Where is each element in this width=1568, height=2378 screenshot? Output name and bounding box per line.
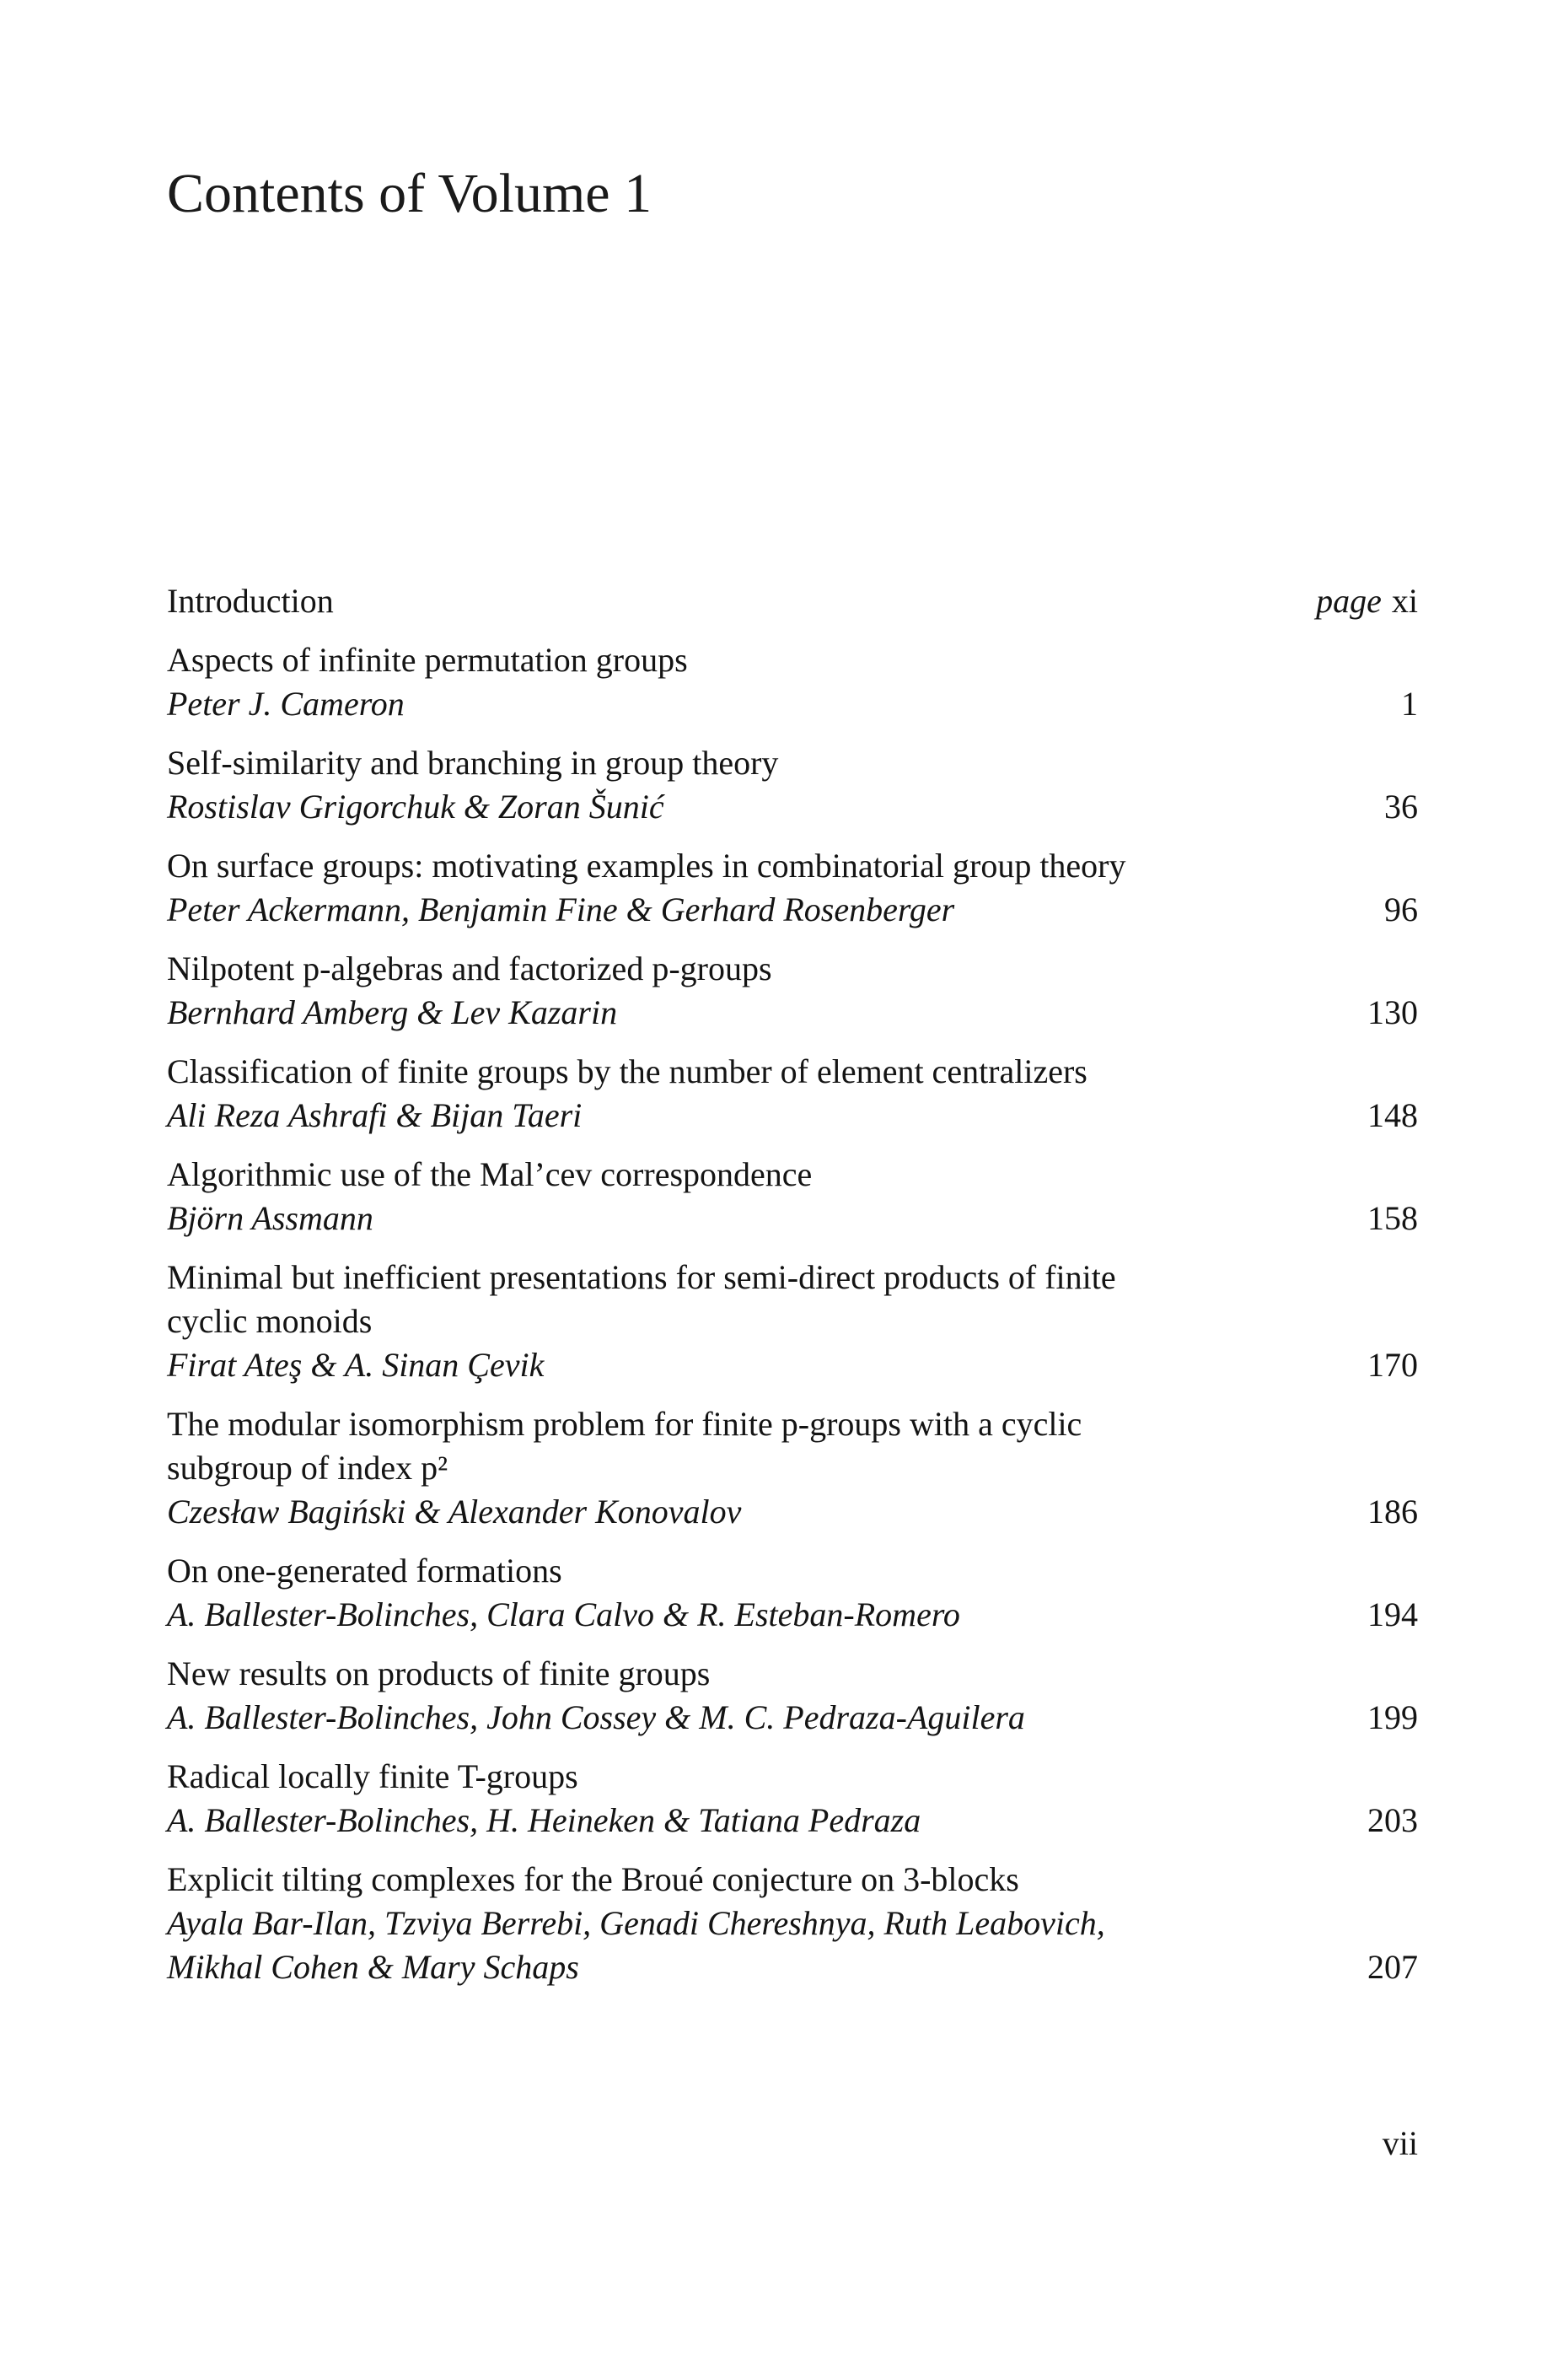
entry-title-line: subgroup of index p² bbox=[167, 1449, 448, 1487]
page-title: Contents of Volume 1 bbox=[167, 163, 652, 224]
entry-authors-line bbox=[167, 888, 1418, 932]
entry-authors-line bbox=[167, 991, 1418, 1035]
entry-authors-line bbox=[167, 1197, 1418, 1240]
entry-authors-line bbox=[167, 1490, 1418, 1534]
entry-authors: Ali Reza Ashrafi & Bijan Taeri bbox=[167, 1096, 583, 1134]
entry-page-number: 148 bbox=[1367, 1096, 1418, 1134]
entry-title-line: Classification of finite groups by the number of element centralizers bbox=[167, 1052, 1087, 1090]
entry-page-number: 158 bbox=[1367, 1199, 1418, 1237]
entry-title-line: Self-similarity and branching in group theory bbox=[167, 744, 779, 782]
toc-entry[interactable] bbox=[167, 1153, 1418, 1240]
entry-authors-line bbox=[167, 682, 1418, 726]
introduction-page-number: xi bbox=[1391, 582, 1418, 620]
entry-title-line: Explicit tilting complexes for the Broué conjecture on 3-blocks bbox=[167, 1860, 1019, 1898]
toc-entry[interactable] bbox=[167, 1652, 1418, 1740]
toc-entry[interactable] bbox=[167, 1755, 1418, 1843]
entry-title-line: On one-generated formations bbox=[167, 1552, 562, 1590]
entry-title-line: On surface groups: motivating examples in combinatorial group theory bbox=[167, 847, 1126, 885]
entry-authors: Rostislav Grigorchuk & Zoran Šunić bbox=[167, 788, 664, 826]
entry-authors: Björn Assmann bbox=[167, 1199, 373, 1237]
entry-authors-line bbox=[167, 1593, 1418, 1637]
entry-authors: Peter J. Cameron bbox=[167, 685, 405, 723]
entry-page-number: 186 bbox=[1367, 1493, 1418, 1531]
entry-page-number: 194 bbox=[1367, 1595, 1418, 1633]
entry-page-number: 130 bbox=[1367, 993, 1418, 1031]
entry-authors: A. Ballester-Bolinches, John Cossey & M. C. Pedraza-Aguilera bbox=[167, 1698, 1025, 1736]
entry-authors: Firat Ateş & A. Sinan Çevik bbox=[167, 1346, 545, 1384]
toc-entry[interactable] bbox=[167, 1402, 1418, 1534]
toc-entry[interactable] bbox=[167, 1050, 1418, 1138]
toc-introduction[interactable] bbox=[167, 579, 1418, 623]
entry-authors-line bbox=[167, 1945, 1418, 1989]
entry-title-line: Radical locally finite T-groups bbox=[167, 1757, 578, 1795]
toc-entry-list bbox=[167, 638, 1418, 1989]
entry-title-line: New results on products of finite groups bbox=[167, 1654, 711, 1692]
entry-authors-line bbox=[167, 1343, 1418, 1387]
entry-page-number: 203 bbox=[1367, 1801, 1418, 1839]
entry-page-number: 96 bbox=[1384, 890, 1418, 928]
entry-page-number: 36 bbox=[1384, 788, 1418, 826]
entry-page-number: 207 bbox=[1367, 1948, 1418, 1986]
entry-authors: Mikhal Cohen & Mary Schaps bbox=[167, 1948, 579, 1986]
page-prefix: page bbox=[1316, 582, 1382, 620]
table-of-contents bbox=[167, 579, 1418, 2004]
toc-entry[interactable] bbox=[167, 1256, 1418, 1387]
page-folio: vii bbox=[1382, 2124, 1418, 2162]
toc-entry[interactable] bbox=[167, 638, 1418, 726]
entry-authors-line bbox=[167, 1799, 1418, 1843]
entry-page-number: 199 bbox=[1367, 1698, 1418, 1736]
entry-authors-line bbox=[167, 1696, 1418, 1740]
entry-title-line: Minimal but inefficient presentations for semi-direct products of finite bbox=[167, 1258, 1116, 1296]
entry-authors: Bernhard Amberg & Lev Kazarin bbox=[167, 993, 618, 1031]
entry-title-line: Aspects of infinite permutation groups bbox=[167, 641, 688, 679]
toc-entry[interactable] bbox=[167, 741, 1418, 829]
entry-title-line: cyclic monoids bbox=[167, 1302, 373, 1340]
entry-authors-line bbox=[167, 1094, 1418, 1138]
entry-authors: Peter Ackermann, Benjamin Fine & Gerhard Rosenberger bbox=[167, 890, 955, 928]
entry-page-number: 1 bbox=[1401, 685, 1418, 723]
entry-title-line: Nilpotent p-algebras and factorized p-groups bbox=[167, 950, 772, 987]
entry-title-line: The modular isomorphism problem for finite p-groups with a cyclic bbox=[167, 1405, 1082, 1443]
entry-authors: Czesław Bagiński & Alexander Konovalov bbox=[167, 1493, 742, 1531]
entry-authors: Ayala Bar-Ilan, Tzviya Berrebi, Genadi Chereshnya, Ruth Leabovich, bbox=[167, 1904, 1105, 1942]
entry-title-line: Algorithmic use of the Mal’cev correspondence bbox=[167, 1155, 813, 1193]
entry-page-number: 170 bbox=[1367, 1346, 1418, 1384]
toc-entry[interactable] bbox=[167, 1549, 1418, 1637]
entry-authors-line bbox=[167, 785, 1418, 829]
toc-entry[interactable] bbox=[167, 1858, 1418, 1989]
entry-authors: A. Ballester-Bolinches, Clara Calvo & R. Esteban-Romero bbox=[167, 1595, 960, 1633]
entry-authors: A. Ballester-Bolinches, H. Heineken & Tatiana Pedraza bbox=[167, 1801, 921, 1839]
entry-authors-line bbox=[167, 1902, 1418, 1945]
introduction-label: Introduction bbox=[167, 582, 334, 620]
introduction-page bbox=[1316, 579, 1418, 623]
toc-entry[interactable] bbox=[167, 947, 1418, 1035]
toc-entry[interactable] bbox=[167, 844, 1418, 932]
